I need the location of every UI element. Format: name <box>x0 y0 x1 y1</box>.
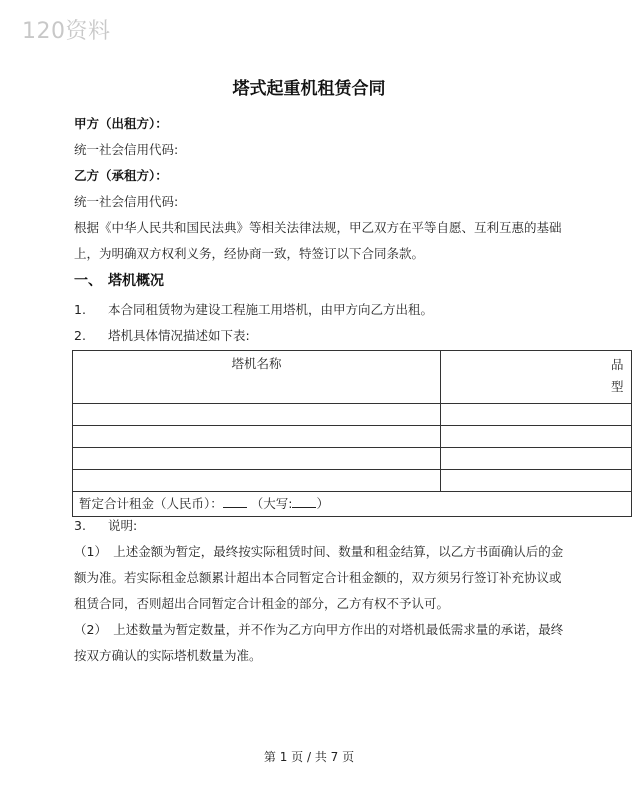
note-1-line-2: 额为准。若实际租金总额累计超出本合同暂定合计租金额的，双方须另行签订补充协议或 <box>74 570 562 585</box>
total-rent-uppercase-label: （大写: <box>250 496 293 511</box>
total-rent-blank <box>223 495 247 508</box>
party-a-label: 甲方（出租方）： <box>74 116 168 131</box>
party-b-label: 乙方（承租方）： <box>74 168 168 183</box>
item-3 <box>74 516 137 534</box>
item-3-number: 3. <box>74 518 86 533</box>
table-header-name-cell <box>73 351 441 404</box>
table-cell <box>73 426 441 448</box>
party-a-credit-code: 统一社会信用代码: <box>74 142 179 157</box>
table-cell <box>441 426 632 448</box>
table-cell <box>73 448 441 470</box>
page-number-footer: 第 1 页 / 共 7 页 <box>263 750 355 764</box>
table-cell <box>441 404 632 426</box>
total-rent-uppercase-blank <box>292 495 316 508</box>
table-row <box>73 470 632 492</box>
table-row <box>73 404 632 426</box>
total-rent-close-paren: ） <box>316 496 329 511</box>
tower-crane-table <box>72 350 632 517</box>
section-1-title: 塔机概况 <box>108 273 164 289</box>
section-1-number: 一、 <box>74 273 102 289</box>
total-rent-label: 暂定合计租金（人民币）： <box>79 496 223 511</box>
note-1-line-1: （1） 上述金额为暂定，最终按实际租赁时间、数量和租金结算，以乙方书面确认后的金 <box>74 544 564 559</box>
preamble-line-2: 上，为明确双方权利义务，经协商一致，特签订以下合同条款。 <box>74 246 425 261</box>
section-1-heading <box>74 270 164 290</box>
watermark-logo: 120资料 <box>22 19 111 44</box>
item-2 <box>74 326 250 344</box>
item-1-text: 本合同租赁物为建设工程施工用塔机，由甲方向乙方出租。 <box>108 302 434 317</box>
table-total-cell <box>73 492 632 517</box>
table-row <box>73 448 632 470</box>
table-header-name: 塔机名称 <box>231 356 282 371</box>
table-row <box>73 426 632 448</box>
party-b-credit-code: 统一社会信用代码: <box>74 194 179 209</box>
table-cell <box>73 404 441 426</box>
table-cell <box>441 448 632 470</box>
item-3-text: 说明: <box>108 518 138 533</box>
table-header-model-line-1: 品 <box>611 357 624 372</box>
document-title: 塔式起重机租赁合同 <box>232 79 386 99</box>
preamble-line-1: 根据《中华人民共和国民法典》等相关法律法规，甲乙双方在平等自愿、互利互惠的基础 <box>74 220 562 235</box>
note-2-line-1: （2） 上述数量为暂定数量，并不作为乙方向甲方作出的对塔机最低需求量的承诺，最终 <box>74 622 564 637</box>
note-2-line-2: 按双方确认的实际塔机数量为准。 <box>74 648 262 663</box>
table-cell <box>73 470 441 492</box>
table-header-model-line-2: 型 <box>611 379 624 394</box>
table-cell <box>441 470 632 492</box>
item-1-number: 1. <box>74 302 86 317</box>
table-total-row <box>73 492 632 517</box>
item-2-text: 塔机具体情况描述如下表: <box>108 328 250 343</box>
note-1-line-3: 租赁合同，否则超出合同暂定合计租金的部分，乙方有权不予认可。 <box>74 596 450 611</box>
item-1 <box>74 300 433 318</box>
item-2-number: 2. <box>74 328 86 343</box>
table-header-row <box>73 351 632 404</box>
table-header-model-cell <box>441 351 632 404</box>
table-header-model <box>441 351 631 398</box>
